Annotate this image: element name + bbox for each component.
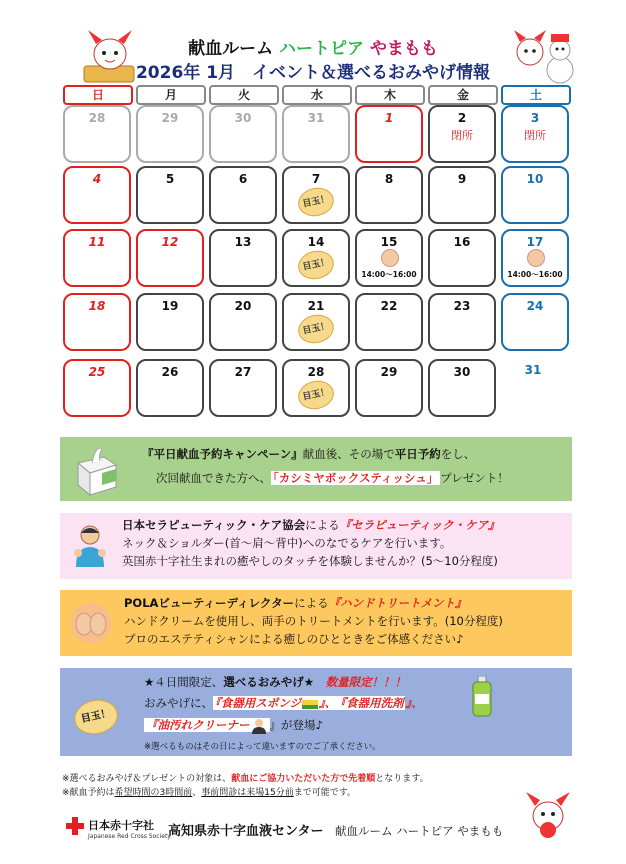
day-number: 19 <box>161 299 179 313</box>
mascot-footer-icon <box>520 786 576 842</box>
calendar-day <box>209 293 277 351</box>
day-number: 16 <box>453 235 471 249</box>
calendar-day <box>428 105 496 163</box>
therapist-icon <box>70 523 110 569</box>
calendar-day <box>501 229 569 287</box>
weekday-sun: 日 <box>63 85 133 105</box>
day-number: 20 <box>234 299 252 313</box>
day-number: 12 <box>161 235 179 249</box>
calendar-day <box>63 105 131 163</box>
weekday-thu: 木 <box>355 85 425 105</box>
tissue-box-icon <box>74 443 120 497</box>
sponge-icon <box>301 698 319 710</box>
mascot-snowman-icon <box>508 26 580 86</box>
calendar-day <box>209 229 277 287</box>
closed-label: 閉所 <box>451 129 473 142</box>
event-time: 14:00～16:00 <box>361 270 417 279</box>
weekday-sat: 土 <box>501 85 571 105</box>
note-2: ※献血予約は希望時間の3時間前、事前問診は来場15分前まで可能です。 <box>62 788 357 798</box>
note-1: ※選べるおみやげ＆プレゼントの対象は、献血にご協力いただいた方で先着順となります。 <box>62 774 429 784</box>
day-number: 29 <box>380 365 398 379</box>
day-number: 22 <box>380 299 398 313</box>
detergent-bottle-icon <box>470 676 494 718</box>
day-number: 29 <box>161 111 179 125</box>
day-number: 21 <box>307 299 325 313</box>
footer-center: 高知県赤十字血液センター 献血ルーム ハートピア やまもも <box>168 824 504 839</box>
page-subtitle: 2026年 1月 イベント＆選べるおみやげ情報 <box>135 63 491 83</box>
therapeutic-line3: 英国赤十字社生まれの癒やしのタッチを体験しませんか？(5～10分程度) <box>122 554 498 568</box>
hand-treatment-icon <box>68 600 114 646</box>
day-number: 25 <box>88 365 106 379</box>
calendar-day <box>501 166 569 224</box>
calendar-day <box>428 359 496 417</box>
calendar-day <box>282 105 350 163</box>
calendar-day <box>355 359 423 417</box>
calendar-day <box>355 105 423 163</box>
day-number: 26 <box>161 365 179 379</box>
day-number: 7 <box>311 172 321 186</box>
event-time: 14:00～16:00 <box>507 270 563 279</box>
weekday-tue: 火 <box>209 85 279 105</box>
calendar-day <box>209 105 277 163</box>
day-number: 9 <box>457 172 467 186</box>
medama-badge: 目玉！ <box>295 312 336 347</box>
day-number: 23 <box>453 299 471 313</box>
day-number: 4 <box>92 172 102 186</box>
medama-badge: 目玉！ <box>295 248 336 283</box>
calendar-day <box>428 229 496 287</box>
red-cross-icon <box>66 817 84 835</box>
day-number: 31 <box>307 111 325 125</box>
cleaner-person-icon <box>250 718 268 734</box>
therapeutic-line2: ネック＆ショルダー(首～肩～背中)へのなでるケアを行います。 <box>122 536 452 550</box>
day-number: 10 <box>526 172 544 186</box>
calendar-day <box>355 229 423 287</box>
calendar-day <box>428 166 496 224</box>
calendar-day <box>501 105 569 163</box>
calendar-day <box>63 166 131 224</box>
day-number: 11 <box>88 235 106 249</box>
day-number: 14 <box>307 235 325 249</box>
jrc-logo: 日本赤十字社 Japanese Red Cross Society <box>66 815 176 845</box>
therapeutic-care-panel: 日本セラピューティック・ケア協会による『セラピューティック・ケア』 ネック＆ショルダー(首～肩～背中)へのなでるケアを行います。 英国赤十字社生まれの癒やしのタッチを体験しませんか？(5～10分程度) <box>60 513 572 579</box>
omiyage-badge: 目玉！ <box>71 696 121 738</box>
day-number: 27 <box>234 365 252 379</box>
page-title: 献血ルーム ハートピア やまもも <box>188 39 438 59</box>
day-number: 30 <box>234 111 252 125</box>
medama-badge: 目玉！ <box>295 185 336 220</box>
calendar-day <box>209 166 277 224</box>
day-number: 30 <box>453 365 471 379</box>
calendar-day <box>282 359 350 417</box>
weekday-mon: 月 <box>136 85 206 105</box>
calendar-day <box>63 293 131 351</box>
calendar-day <box>282 229 350 287</box>
day-number: 28 <box>88 111 106 125</box>
calendar-day <box>136 105 204 163</box>
day-number: 8 <box>384 172 394 186</box>
weekday-wed: 水 <box>282 85 352 105</box>
day-number: 2 <box>457 111 467 125</box>
closed-label: 閉所 <box>524 129 546 142</box>
day-number: 24 <box>526 299 544 313</box>
day-number: 13 <box>234 235 252 249</box>
day-number: 17 <box>526 235 544 249</box>
calendar-day <box>501 293 569 351</box>
calendar-day <box>136 359 204 417</box>
calendar-day <box>63 229 131 287</box>
calendar-day <box>501 359 565 413</box>
day-number: 6 <box>238 172 248 186</box>
weekday-campaign-panel: 『平日献血予約キャンペーン』献血後、その場で平日予約をし、 次回献血できた方へ、 「カシミヤボックスティッシュ」 プレゼント！ <box>60 437 572 501</box>
calendar-day <box>355 293 423 351</box>
calendar-day <box>355 166 423 224</box>
day-number: 5 <box>165 172 175 186</box>
day-number: 28 <box>307 365 325 379</box>
day-number: 31 <box>524 363 542 377</box>
calendar-day <box>282 293 350 351</box>
hand-treatment-panel: POLAビューティーディレクターによる『ハンドトリートメント』 ハンドクリームを使用し、両手のトリートメントを行います。(10分程度) プロのエステティシャンによる癒しのひとときをご体感ください♪ <box>60 590 572 656</box>
calendar-day <box>209 359 277 417</box>
omiyage-panel: 目玉！ ★４日間限定、選べるおみやげ★ 数量限定！！！ おみやげに、 『食器用スポンジ 』、 『食器用洗剤 』、 『油汚れクリーナー 』が登場♪ ※選べるものはその日によって違いますのでご了承ください。 <box>60 668 572 756</box>
therapist-mini-icon <box>381 249 399 267</box>
calendar-day <box>63 359 131 417</box>
pola-line2: ハンドクリームを使用し、両手のトリートメントを行います。(10分程度) <box>124 614 503 628</box>
day-number: 3 <box>530 111 540 125</box>
calendar-day <box>136 166 204 224</box>
therapist-mini-icon <box>527 249 545 267</box>
medama-badge: 目玉！ <box>295 378 336 413</box>
calendar-day <box>282 166 350 224</box>
day-number: 18 <box>88 299 106 313</box>
day-number: 15 <box>380 235 398 249</box>
calendar-day <box>136 293 204 351</box>
pola-line3: プロのエステティシャンによる癒しのひとときをご体感ください♪ <box>124 632 464 646</box>
weekday-fri: 金 <box>428 85 498 105</box>
omiyage-note: ※選べるものはその日によって違いますのでご了承ください。 <box>144 742 381 752</box>
day-number: 1 <box>384 111 394 125</box>
calendar-day <box>136 229 204 287</box>
calendar-day <box>428 293 496 351</box>
